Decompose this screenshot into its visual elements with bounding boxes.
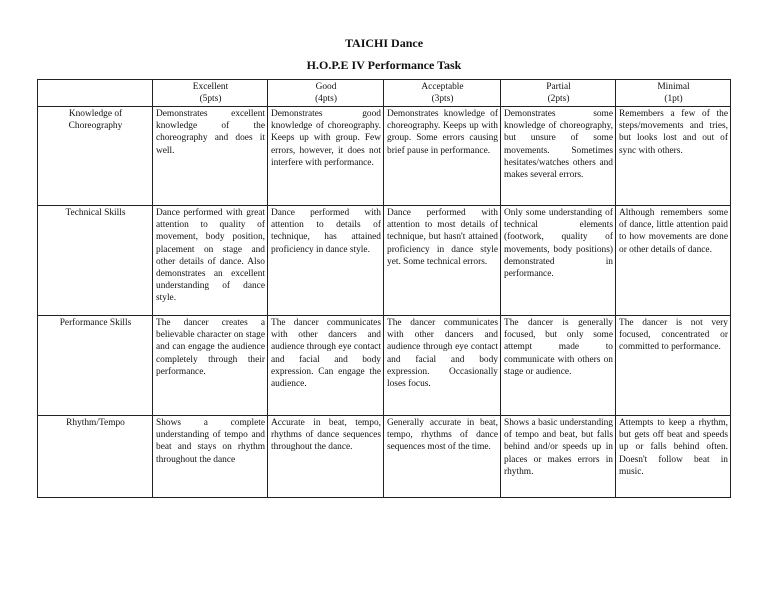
rubric-cell: The dancer creates a believable character on stage and can engage the audience completely through their performance. <box>153 316 268 416</box>
document-title: TAICHI Dance <box>344 36 424 50</box>
rubric-cell: Generally accurate in beat, tempo, rhythms of dance sequences most of the time. <box>384 416 501 498</box>
level-points: (2pts) <box>547 94 570 105</box>
header-criterion-cell <box>38 80 153 107</box>
rubric-cell: Demonstrates some knowledge of choreography, but unsure of some movements. Sometimes hesitates/watches others and makes several errors. <box>501 107 616 206</box>
level-name: Good <box>315 82 337 92</box>
rubric-cell: Dance performed with great attention to quality of movement, body position, placement on stage and other details of dance. Also demonstrates an excellent understanding of dance style. <box>153 206 268 316</box>
rubric-cell: Shows a complete understanding of tempo and beat and stays on rhythm throughout the dance <box>153 416 268 498</box>
rubric-cell: The dancer communicates with other dancers and audience through eye contact and facial and body expression. Occasionally loses focus. <box>384 316 501 416</box>
rubric-cell: Dance performed with attention to most details of technique, but hasn't attained proficiency in dance style yet. Some technical errors. <box>384 206 501 316</box>
rubric-table <box>37 79 731 498</box>
rubric-cell: Remembers a few of the steps/movements and tries, but looks lost and out of sync with others. <box>616 107 731 206</box>
header-level-good <box>268 80 384 107</box>
rubric-cell: Dance performed with attention to details of technique, has attained proficiency in dance style. <box>268 206 384 316</box>
rubric-cell: Attempts to keep a rhythm, but gets off beat and speeds up or falls behind often. Doesn't follow beat in music. <box>616 416 731 498</box>
rubric-cell: Only some understanding of technical elements (footwork, quality of movements, body positions) demonstrated in performance. <box>501 206 616 316</box>
header-level-partial <box>501 80 616 107</box>
table-header-row <box>38 80 731 107</box>
level-points: (5pts) <box>199 94 222 105</box>
level-points: (4pts) <box>315 94 337 105</box>
header-level-excellent <box>153 80 268 107</box>
level-points: (1pt) <box>664 94 683 105</box>
rubric-cell: The dancer communicates with other dancers and audience through eye contact and facial and body expression. Can engage the audience. <box>268 316 384 416</box>
criterion-cell: Knowledge of Choreography <box>38 107 153 206</box>
header-level-acceptable <box>384 80 501 107</box>
level-points: (3pts) <box>431 94 454 105</box>
document-subtitle: H.O.P.E IV Performance Task <box>306 58 462 72</box>
rubric-cell: Demonstrates excellent knowledge of the choreography and does it well. <box>153 107 268 206</box>
table-row <box>38 206 731 316</box>
table-row <box>38 107 731 206</box>
level-name: Excellent <box>192 82 229 92</box>
header-level-minimal <box>616 80 731 107</box>
criterion-cell: Rhythm/Tempo <box>38 416 153 498</box>
rubric-cell: Demonstrates knowledge of choreography. Keeps up with group. Some errors causing brief pause in performance. <box>384 107 501 206</box>
criterion-cell: Technical Skills <box>38 206 153 316</box>
rubric-cell: The dancer is generally focused, but only some attempt made to communicate with others on stage or audience. <box>501 316 616 416</box>
rubric-cell: Accurate in beat, tempo, rhythms of dance sequences throughout the dance. <box>268 416 384 498</box>
rubric-cell: Demonstrates good knowledge of choreography. Keeps up with group. Few errors, however, it does not interfere with performance. <box>268 107 384 206</box>
rubric-cell: The dancer is not very focused, concentrated or committed to performance. <box>616 316 731 416</box>
level-name: Acceptable <box>421 82 464 92</box>
rubric-cell: Although remembers some of dance, little attention paid to how movements are done or other details of dance. <box>616 206 731 316</box>
criterion-cell: Performance Skills <box>38 316 153 416</box>
rubric-cell: Shows a basic understanding of tempo and beat, but falls behind and/or speeds up in places or makes errors in rhythm. <box>501 416 616 498</box>
level-name: Partial <box>546 82 571 92</box>
table-row <box>38 316 731 416</box>
level-name: Minimal <box>657 82 690 92</box>
table-row <box>38 416 731 498</box>
